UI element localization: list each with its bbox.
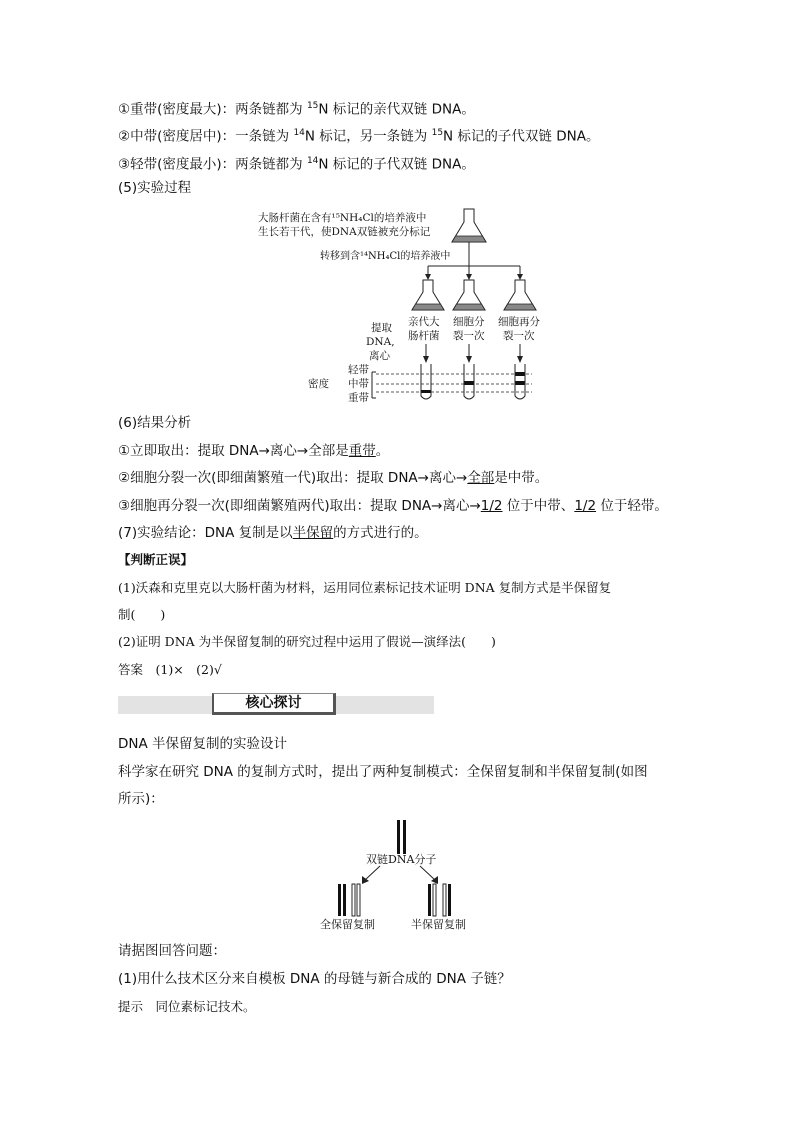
flask-icon (453, 280, 485, 310)
fig1-heavy-band-label: 重带 (348, 392, 369, 404)
fig1-flask1-label-1: 亲代大 (408, 316, 440, 328)
experiment-figure (250, 204, 570, 410)
fig1-extract-label-1: 提取 (371, 322, 392, 334)
fig1-middle-band-label: 中带 (348, 378, 369, 390)
fig1-flask2-label-1: 细胞分 (453, 316, 485, 328)
fig1-transfer-label: 转移到含¹⁴NH₄Cl的培养液中 (320, 251, 451, 262)
flask-icon (412, 280, 444, 310)
fig2-conservative-label: 全保留复制 (320, 918, 375, 931)
fig1-light-band-label: 轻带 (348, 364, 369, 376)
section7-conclusion: (7)实验结论：DNA 复制是以半保留的方式进行的。 (118, 525, 428, 541)
band-light-line: ③轻带(密度最小)：两条链都为 $^{14}$N 标记的子代双链 DNA。 (118, 156, 475, 173)
design-title: DNA 半保留复制的实验设计 (118, 736, 288, 752)
semiconservative-dna-icon (428, 884, 451, 916)
fig1-density-label: 密度 (308, 378, 329, 390)
judge-q2: (2)证明 DNA 为半保留复制的研究过程中运用了假说—演绎法( ) (118, 634, 496, 649)
band-middle-line: ②中带(密度居中)：一条链为 $^{14}$N 标记，另一条链为 $^{15}$N 标记的子代双链 DNA。 (118, 128, 600, 145)
result-2: ②细胞分裂一次(即细菌繁殖一代)取出：提取 DNA→离心→全部是中带。 (118, 470, 549, 486)
fig2-dna-label: 双链DNA分子 (366, 853, 437, 866)
design-paragraph-line2: 所示)： (118, 791, 164, 807)
questions-prompt: 请据图回答问题： (118, 943, 226, 959)
fig1-flask3-label-2: 裂一次 (503, 330, 535, 342)
test-tube-icon (421, 364, 431, 399)
replication-modes-figure (310, 814, 490, 934)
result-1: ①立即取出：提取 DNA→离心→全部是重带。 (118, 443, 390, 459)
section6-title: (6)结果分析 (118, 415, 192, 431)
fig1-flask3-label-1: 细胞再分 (498, 316, 540, 328)
fig1-top-label-2: 生长若干代，使DNA双链被充分标记 (258, 226, 431, 238)
parent-dna-icon (397, 820, 406, 854)
question-1-hint: 提示 同位素标记技术。 (118, 999, 256, 1014)
design-paragraph-line1: 科学家在研究 DNA 的复制方式时，提出了两种复制模式：全保留复制和半保留复制(如图 (118, 764, 648, 780)
section5-title: (5)实验过程 (118, 180, 192, 196)
test-tube-icon (464, 364, 474, 399)
judge-answer: 答案 (1)× (2)√ (118, 662, 222, 677)
conservative-dna-icon (338, 884, 360, 916)
fig1-top-label-1: 大肠杆菌在含有¹⁵NH₄Cl的培养液中 (258, 212, 427, 224)
fig2-semiconservative-label: 半保留复制 (411, 918, 466, 931)
question-1: (1)用什么技术区分来自模板 DNA 的母链与新合成的 DNA 子链？ (118, 971, 511, 987)
result-3: ③细胞再分裂一次(即细菌繁殖两代)取出：提取 DNA→离心→1/2 位于中带、1/2 位于轻带。 (118, 498, 668, 514)
flask-icon (504, 280, 536, 310)
test-tube-icon (515, 364, 525, 399)
fig1-extract-label-2: DNA, (366, 336, 395, 348)
fig1-flask2-label-2: 裂一次 (453, 330, 485, 342)
fig1-flask1-label-2: 肠杆菌 (408, 330, 440, 342)
flask-icon (452, 209, 486, 242)
judge-q1-line1: (1)沃森和克里克以大肠杆菌为材料，运用同位素标记技术证明 DNA 复制方式是半保留复 (118, 580, 612, 595)
fig1-extract-label-3: 离心 (369, 350, 390, 362)
section-banner-title: 核心探讨 (212, 693, 336, 715)
judge-q1-line2: 制( ) (118, 607, 166, 622)
band-heavy-line: ①重带(密度最大)：两条链都为 $^{15}$N 标记的亲代双链 DNA。 (118, 101, 475, 118)
judge-title: 【判断正误】 (118, 552, 194, 567)
